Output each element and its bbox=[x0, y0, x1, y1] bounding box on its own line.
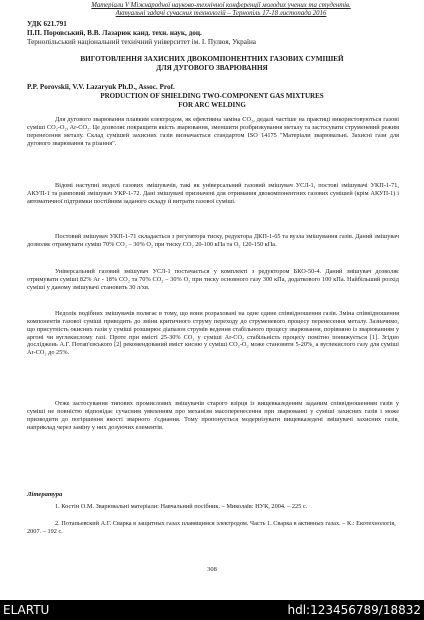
affiliation: Тернопільський національний технічний університет ім. І. Пулюя, Україна bbox=[27, 38, 256, 46]
title-en-line2: FOR ARC WELDING bbox=[178, 101, 246, 109]
title-en bbox=[30, 92, 394, 110]
paragraph-2: Відомі наступні моделі газових змішувачів, такі як універсальний газовий змішувач УСЛ-1, постові змішувачі УКП-1-71, АКУП-1 та рамповий змішувач УКР-1-72. Дані змішувачі призначені для отримання двокомпонентних газових сумішей (крім АКУП-1) і автоматичної підтримки постійним заданого складу й витрати газової суміші. bbox=[27, 182, 399, 205]
authors-en: P.P. Porovskii, V.V. Lazaryuk Ph.D., Assoc. Prof. bbox=[27, 83, 175, 91]
title-ua bbox=[30, 55, 394, 73]
reference-1: 1. Костін О.М. Зварювальні матеріали: Навчальний посібник. – Миколаїв: НУК, 2004. – 225 с. bbox=[55, 503, 308, 510]
title-en-line1: PRODUCTION OF SHIELDING TWO-COMPONENT GAS MIXTURES bbox=[100, 92, 324, 100]
authors-ua: П.П. Поровський, В.В. Лазарюк канд. техн. наук, доц. bbox=[27, 29, 202, 37]
udk-code: УДК 621.791 bbox=[27, 20, 67, 28]
footer-bar bbox=[0, 600, 424, 620]
paragraph-6: Отже застосування типових промислових змішувачів старого взірця із вищевказеденим заданим співвідношенням газів у суміші не повністю відповідає сучасним уявленням про механізм масоперенесення при зварюванні у суміші захисних газів і може призводити до погіршення якості зварного з'єднання. Тому пропонується модернізувати вищевказедені змішувачі захисних газів, наприклад через заміну у них дозуючих елементів. bbox=[27, 400, 399, 431]
paragraph-5: Недолік подібних змішувачів полягає в тому, що вони розраховані на одне єдине співвідношення газів. Зміна співвідношення компонентів газової суміші приводить до зміни критичного струму переходу до струменевого процесу перенесення металу. Зазначимо, що присутність окисних газів у суміші розширює діапазон струмів ведення стабільного процесу зварювання, порівняно із зварюванням у аргоні чи вуглекислому газі. Проте при вмісті 25-30% CO₂ у суміші Ar-CO₂ стабільність процесу помітно понижується [1]. Згідно досліджень А.Г. Потап'євського [2] рекомендований вміст кисню у суміші CO₂-O₂ може становити 5-20%, а вуглекислого газу для суміші Ar-CO₂ до 25%. bbox=[27, 310, 399, 357]
running-header-line2: Актуальні задачі сучасних технологій – Тернопіль 17-18 листопада 2016 bbox=[115, 10, 327, 17]
paragraph-4: Універсальний газовий змішувач УСЛ-1 постачається у комплекті з редуктором БКО-50-4. Даний змішувач дозволяє отримувати суміші 82% Ar - 18% CO₂ та 70% CO₂ – 30% O₂ при тиску основного газу 300 кПа, додаткового 100 кПа. Найбільший розхід суміші у даному змішувачі становить 30 л/хв. bbox=[27, 268, 399, 291]
title-ua-line1: ВИГОТОВЛЕННЯ ЗАХИСНИХ ДВОКОМПОНЕНТНИХ ГАЗОВИХ СУМІШЕЙ bbox=[80, 55, 344, 63]
literature-heading: Література bbox=[27, 491, 63, 498]
repository-name: ELARTU bbox=[3, 603, 50, 617]
handle-id: hdl:123456789/18832 bbox=[287, 603, 421, 617]
paragraph-1: Для дугового зварювання плавким електродом, як ефективна заміна CO₂, дедалі частіше на практиці використовуються газові суміші CO₂-O₂, Ar-CO₂. Це дозволяє покращити якість зварювання, зменшити розбризкування металу та застосувати струменевий режим перенесення металу. Склад сумішей захисних газів визначається стандартом ISO 14175 "Матеріали зварювальні. Захисні гази для дугового зварювання та різання". bbox=[27, 116, 399, 147]
title-ua-line2: ДЛЯ ДУГОВОГО ЗВАРЮВАННЯ bbox=[156, 64, 268, 72]
paragraph-3: Постовий змішувач УКП-1-71 складається з регулятора тиску, редуктора ДКП-1-65 та вузла змішування газів. Даний змішувач дозволяє отримувати суміш 70% CO₂ – 30% O₂ при тиску CO₂ 20-100 кПа та O₂ 120-150 кПа. bbox=[27, 233, 399, 248]
running-header-line1: Матеріали V Міжнародної науково-технічної конференції молодих учених та студентів. bbox=[91, 2, 351, 9]
running-header bbox=[28, 2, 414, 18]
page-number: 308 bbox=[207, 566, 217, 573]
reference-2: 2. Потапьевский А.Г. Сварка в защитных газах плавящимся электродом. Часть 1. Сварка в активных газах. – К.: Екотехнологія, 2007. – 192 с. bbox=[27, 520, 396, 535]
